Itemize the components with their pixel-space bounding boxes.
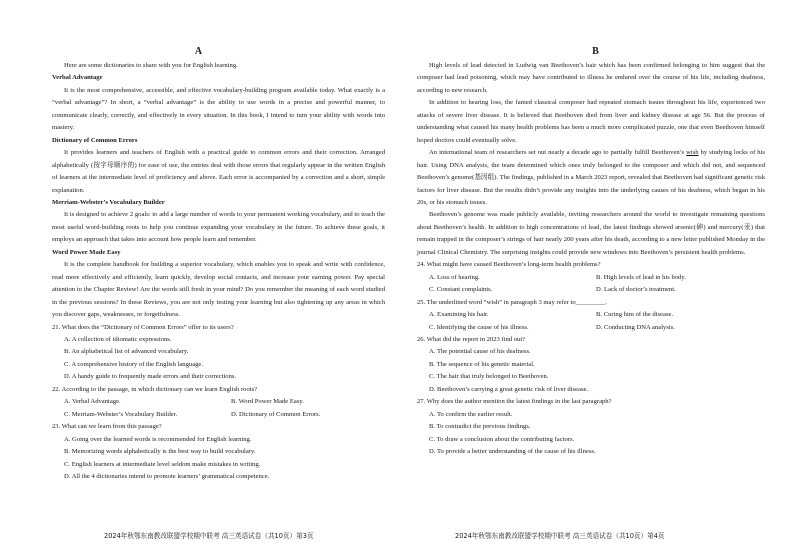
question-26-option-b: B. The sequence of his genetic material. [429, 360, 535, 368]
section-heading-verbal-advantage: Verbal Advantage [52, 74, 103, 82]
section-body-word-power: It is the complete handbook for building a superior vocabulary, which enables you to speak and write with confidence, read more effectively and efficiently, learn quickly, develop social contacts, and increase your earning power. Pay special attention to the Chapter Review! Are the words still fresh in your mind? Do you remember the meaning of each word studied in the previous sessions? In these Reviews, you are not only testing your learning but also tightening up any areas in which you discover gaps, weaknesses, or forgetfulness. [52, 261, 385, 319]
page-footer-right: 2024年秋鄂东南教改联盟学校期中联考 高三英语试卷（共10页）第4页 [455, 532, 665, 540]
question-23-option-d: D. All the 4 dictionaries intend to promote learners’ grammatical competence. [64, 472, 270, 480]
question-22-option-b: B. Word Power Made Easy. [231, 398, 304, 406]
question-25-option-d: D. Conducting DNA analysis. [596, 323, 675, 331]
question-22-stem: 22. According to the passage, in which dictionary can we learn English roots? [52, 385, 258, 393]
passage-a-column [52, 60, 385, 483]
question-27-option-c: C. To draw a conclusion about the contributing factors. [429, 435, 575, 443]
question-24-options-row-2 [417, 284, 765, 296]
passage-b-paragraph-3 [417, 147, 765, 209]
question-25-options-row-2 [417, 322, 765, 334]
question-27-option-d: D. To provide a better understanding of the cause of his illness. [429, 448, 596, 456]
underlined-word-wish: wish [686, 149, 699, 157]
passage-a-title: A [194, 46, 203, 57]
question-21-option-a: A. A collection of idiomatic expressions. [64, 335, 172, 343]
question-26-stem: 26. What did the report in 2023 find out? [417, 335, 526, 343]
question-24-option-a: A. Loss of hearing. [429, 273, 480, 281]
question-25-stem: 25. The underlined word “wish” in paragraph 3 may refer to_________. [417, 298, 607, 306]
question-24-option-c: C. Constant complaints. [429, 286, 493, 294]
question-24-option-b: B. High levels of lead in his body. [596, 273, 686, 281]
paragraph-3-text-before: An international team of researchers set out nearly a decade ago to partially fulfill Beethoven’s [429, 149, 687, 157]
passage-b-paragraph-4: Beethoven’s genome was made publicly available, inviting researchers around the world to investigate remaining questions about Beethoven’s health. In addition to high concentrations of lead, the latest findings showed arsenic(砷) and mercury(汞) that remain trapped in the composer’s strings of hair nearly 200 years after his death, according to a new letter published Monday in the journal Clinical Chemistry. The surprising insights could provide new windows into Beethoven’s persistent health problems. [417, 211, 765, 256]
passage-a-intro: Here are some dictionaries to share with you for English learning. [64, 62, 238, 69]
question-26-option-c: C. The hair that truly belonged to Beethoven. [429, 373, 549, 381]
question-23-stem: 23. What can we learn from this passage? [52, 423, 162, 431]
section-heading-word-power: Word Power Made Easy [52, 248, 121, 256]
question-22-option-d: D. Dictionary of Common Errors. [231, 410, 321, 418]
question-21-option-b: B. An alphabetical list of advanced vocabulary. [64, 348, 189, 356]
section-body-vocabulary-builder: It is designed to achieve 2 goals: to add a large number of words to your permanent working vocabulary, and to teach the most useful word-building roots to help you continue expanding your vocabulary in the future. To achieve these goals, it employs an approach that takes into account how people learn and remember. [52, 211, 385, 244]
section-heading-vocabulary-builder: Merriam-Webster’s Vocabulary Builder [52, 198, 165, 206]
paragraph-3-text-after: by studying locks of his hair. Using DNA analysis, the team determined which ones truly belonged to the composer and which did not, and sequenced Beethoven’s genome(基因组). The findings, published in a March 2023 report, revealed that Beethoven had significant genetic risk factors for liver disease. But the results didn’t provide any insights into the underlying causes of his deafness, which began in his 20s, or his stomach issues. [417, 149, 765, 206]
passage-b-column [417, 60, 765, 459]
question-25-option-c: C. Identifying the cause of his illness. [429, 323, 529, 331]
question-25-options-row-1 [417, 309, 765, 321]
passage-b-title: B [592, 46, 599, 57]
question-24-option-d: D. Lack of doctor’s treatment. [596, 286, 676, 294]
section-body-verbal-advantage: It is the most comprehensive, accessible, and effective vocabulary-building program available today. What exactly is a “verbal advantage”? In short, a “verbal advantage” is the ability to use words in a precise and powerful manner, to communicate clearly, correctly, and effectively in every situation. In this book, I intend to turn your ability with words into mastery. [52, 86, 385, 132]
question-23-option-b: B. Memorizing words alphabetically is the best way to build vocabulary. [64, 448, 256, 456]
question-21-stem: 21. What does the “Dictionary of Common Errors” offer to its users? [52, 323, 234, 331]
question-22-option-a: A. Verbal Advantage. [64, 398, 121, 406]
question-27-stem: 27. Why does the author mention the latest findings in the last paragraph? [417, 398, 612, 406]
question-21-option-d: D. A handy guide to frequently made errors and their corrections. [64, 373, 237, 381]
question-25-option-b: B. Curing him of the disease. [596, 311, 674, 319]
question-24-stem: 24. What might have caused Beethoven’s long-term health problems? [417, 261, 601, 269]
passage-b-paragraph-2: In addition to hearing loss, the famed classical composer had repeated stomach issues throughout his life, experienced two attacks of severe liver disease. It is believed that Beethoven died from liver and kidney disease at age 56. But the process of understanding what caused his many health problems has been a much more complicated puzzle, one that even Beethoven himself hoped doctors could eventually solve. [417, 99, 765, 144]
question-23-option-c: C. English learners at intermediate level seldom make mistakes in writing. [64, 460, 261, 468]
question-22-options-row-2 [52, 409, 385, 421]
question-21-option-c: C. A comprehensive history of the English language. [64, 360, 203, 368]
question-25-option-a: A. Examining his hair. [429, 311, 489, 319]
question-26-option-a: A. The potential cause of his deafness. [429, 348, 531, 356]
question-23-option-a: A. Going over the learned words is recommended for English learning. [64, 435, 252, 443]
section-heading-common-errors: Dictionary of Common Errors [52, 136, 138, 144]
question-24-options-row-1 [417, 272, 765, 284]
question-27-option-b: B. To contradict the previous findings. [429, 423, 531, 431]
question-26-option-d: D. Beethoven’s carrying a great genetic risk of liver disease. [429, 385, 589, 393]
question-22-option-c: C. Merriam-Webster’s Vocabulary Builder. [64, 410, 178, 418]
section-body-common-errors: It provides learners and teachers of English with a practical guide to common errors and their correction. Arranged alphabetically (按字母顺序的) for ease of use, the entries deal with those errors that regularly appear in the written English of learners at the intermediate level of proficiency and above. Each error is accompanied by a correction and a short, simple explanation. [52, 149, 385, 194]
page-right [397, 0, 794, 551]
page-footer-left: 2024年秋鄂东南教改联盟学校期中联考 高三英语试卷（共10页）第3页 [104, 532, 314, 540]
question-22-options-row-1 [52, 396, 385, 408]
passage-b-paragraph-1: High levels of lead detected in Ludwig van Beethoven’s hair which has been confirmed belonging to him suggest that the composer had lead poisoning, which may have contributed to illness he endured over the course of his life, including deafness, according to new research. [417, 62, 765, 94]
question-27-option-a: A. To confirm the earlier result. [429, 410, 513, 418]
